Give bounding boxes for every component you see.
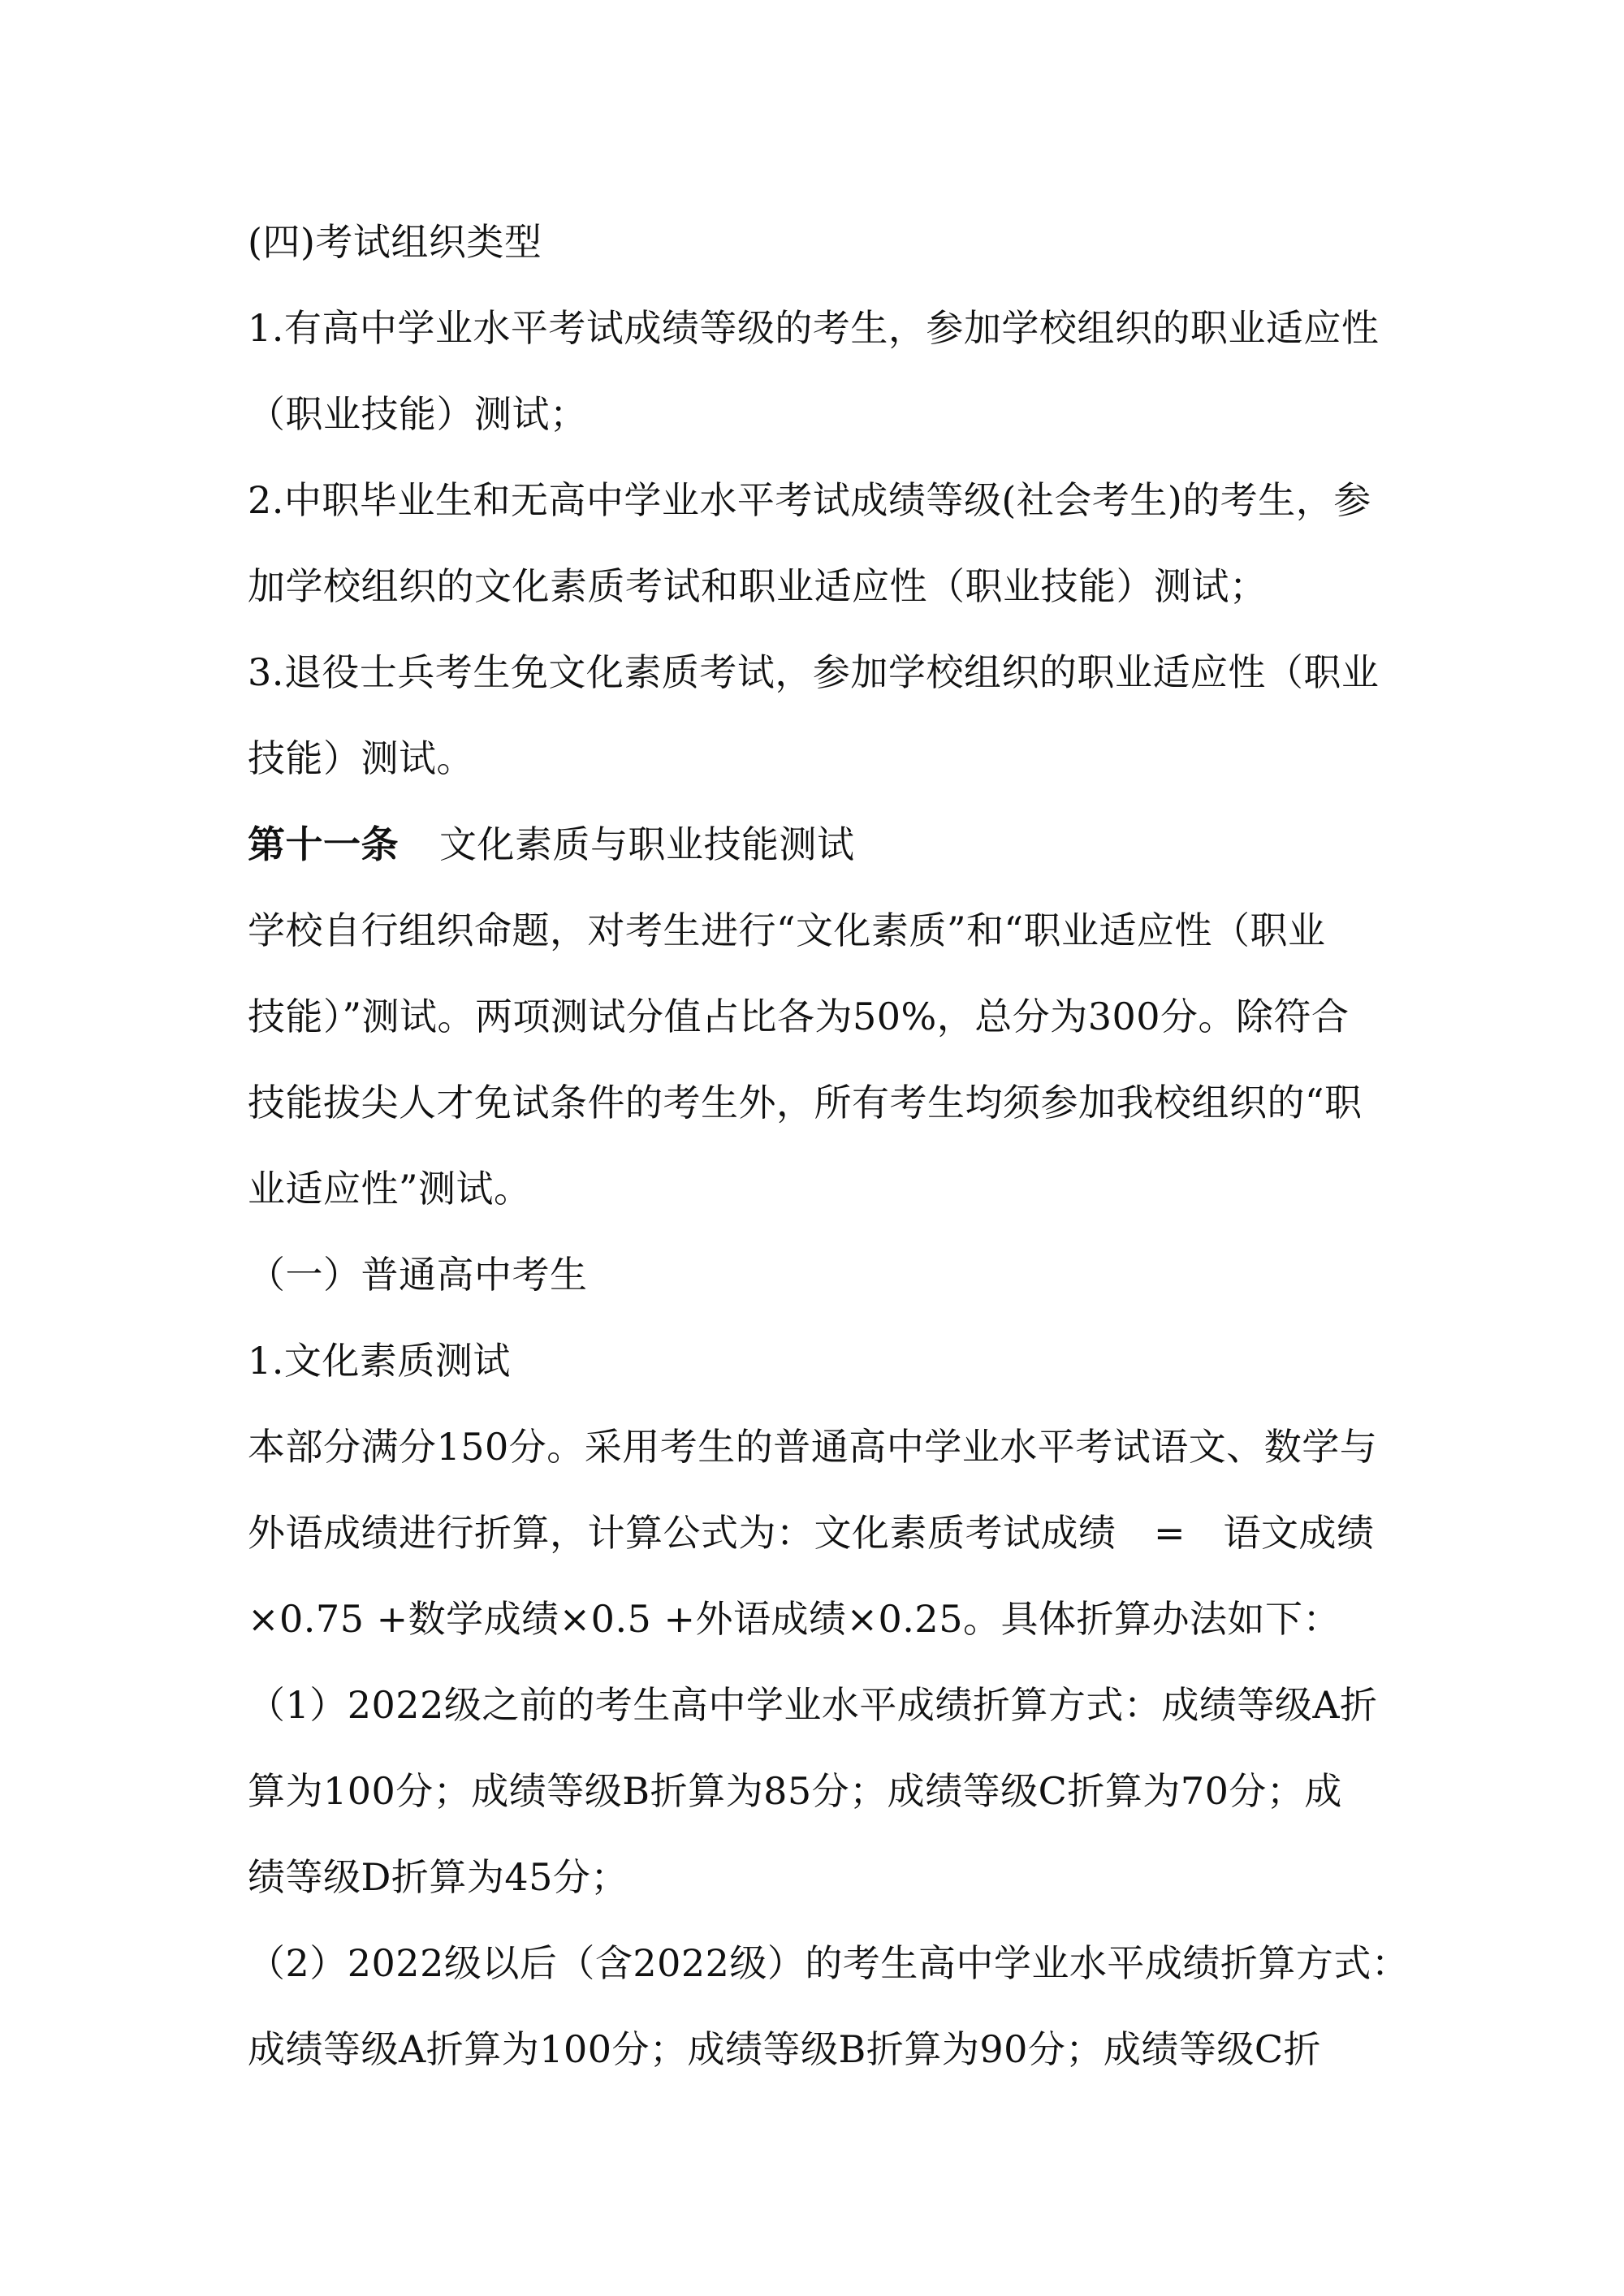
paragraph-line: 绩等级D折算为45分；: [248, 1855, 628, 1899]
paragraph-line: 技能拔尖人才免试条件的考生外，所有考生均须参加我校组织的“职: [248, 1081, 1363, 1124]
paragraph-line: （2）2022级以后（含2022级）的考生高中学业水平成绩折算方式：: [248, 1941, 1410, 1985]
paragraph-line: 本部分满分150分。采用考生的普通高中学业水平考试语文、数学与: [248, 1425, 1378, 1469]
paragraph-line: （1）2022级之前的考生高中学业水平成绩折算方式：成绩等级A折: [248, 1683, 1378, 1727]
article-title: 文化素质与职业技能测试: [439, 822, 855, 866]
paragraph-line: 技能）测试。: [248, 736, 474, 780]
section-heading-exam-types: (四)考试组织类型: [248, 220, 542, 264]
paragraph-line: 1.有高中学业水平考试成绩等级的考生，参加学校组织的职业适应性: [248, 306, 1380, 350]
paragraph-line: 算为100分；成绩等级B折算为85分；成绩等级C折算为70分；成: [248, 1769, 1342, 1813]
article-heading: [248, 820, 1401, 869]
paragraph-line: 业适应性”测试。: [248, 1167, 532, 1211]
paragraph-line: 外语成绩进行折算，计算公式为：文化素质考试成绩 = 语文成绩: [248, 1511, 1375, 1555]
subsection-heading: （一）普通高中考生: [248, 1253, 588, 1297]
paragraph-line: （职业技能）测试；: [248, 392, 588, 436]
paragraph-line: 学校自行组织命题，对考生进行“文化素质”和“职业适应性（职业: [248, 908, 1326, 952]
paragraph-line: 2.中职毕业生和无高中学业水平考试成绩等级(社会考生)的考生，参: [248, 478, 1371, 522]
subsection-heading: 1.文化素质测试: [248, 1339, 511, 1383]
paragraph-line: 加学校组织的文化素质考试和职业适应性（职业技能）测试；: [248, 564, 1268, 608]
article-number: 第十一条: [248, 822, 399, 866]
paragraph-line: ×0.75 +数学成绩×0.5 +外语成绩×0.25。具体折算办法如下：: [248, 1597, 1341, 1641]
paragraph-line: 技能）”测试。两项测试分值占比各为50%，总分为300分。除符合: [248, 995, 1350, 1038]
paragraph-line: 3.退役士兵考生免文化素质考试，参加学校组织的职业适应性（职业: [248, 650, 1380, 694]
paragraph-line: 成绩等级A折算为100分；成绩等级B折算为90分；成绩等级C折: [248, 2027, 1322, 2071]
